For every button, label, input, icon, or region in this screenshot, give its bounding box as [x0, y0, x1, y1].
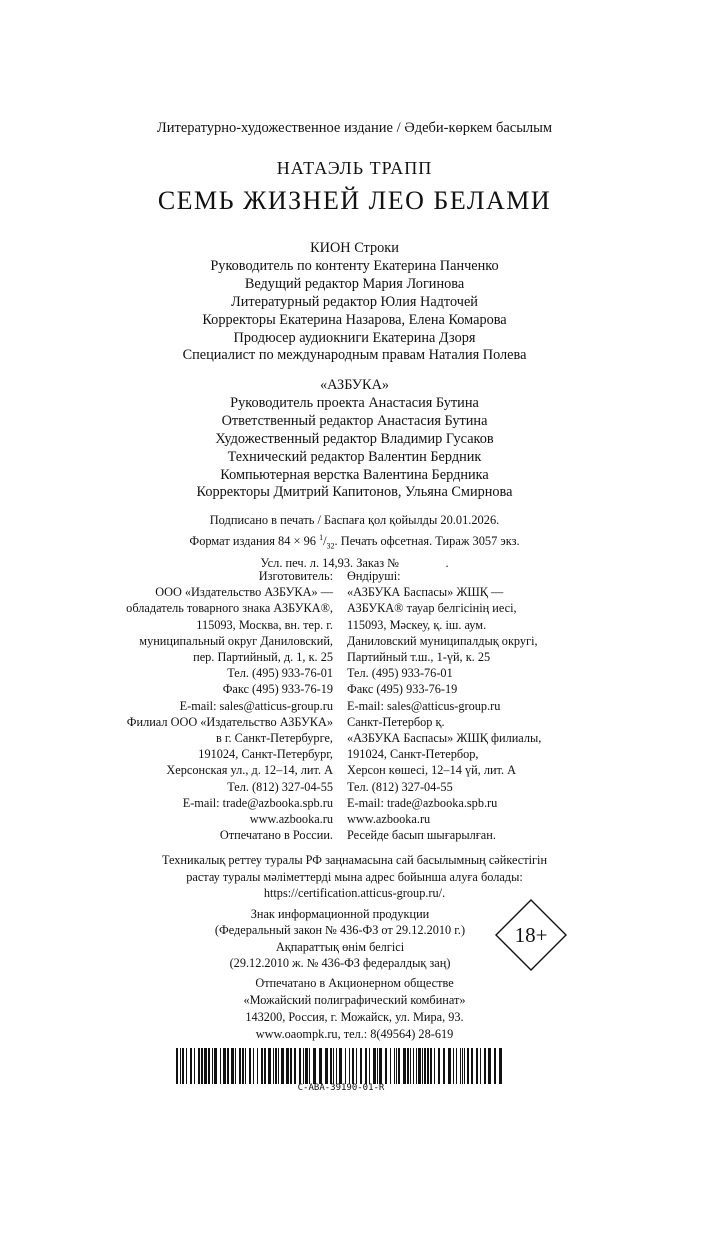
book-title: СЕМЬ ЖИЗНЕЙ ЛЕО БЕЛАМИ [157, 186, 552, 215]
format-suffix: . Печать офсетная. Тираж 3057 экз. [334, 534, 520, 549]
manufacturer-kz-line: Партийный т.ш., 1-үй, к. 25 [347, 650, 491, 665]
manufacturer-ru-line: Филиал ООО «Издательство АЗБУКА» [126, 714, 333, 729]
printing-house [0, 975, 709, 1043]
manufacturer-kz-label: Өндіруші: [347, 569, 401, 583]
manufacturer-ru-line: Отпечатано в России. [219, 828, 333, 843]
credit-line: Продюсер аудиокниги Екатерина Дзоря [233, 329, 476, 346]
credit-line: Литературный редактор Юлия Надточей [231, 293, 478, 310]
signed-to-print: Подписано в печать / Баспаға қол қойылды 20.01.2026. [209, 513, 500, 527]
signing-info [0, 512, 709, 572]
credit-line: Руководитель проекта Анастасия Бутина [230, 394, 479, 411]
manufacturer-ru-line: 115093, Москва, вн. тер. г. [196, 617, 333, 632]
manufacturer-kz [347, 568, 647, 843]
manufacturer-ru-website: www.azbooka.ru [249, 812, 333, 827]
manufacturer-kz-fax: Факс (495) 933-76-19 [347, 682, 458, 697]
credit-line: Корректоры Екатерина Назарова, Елена Комарова [202, 311, 507, 328]
manufacturer-kz-phone: Тел. (812) 327-04-55 [347, 779, 453, 794]
manufacturer-ru-line: в г. Санкт-Петербурге, [215, 731, 333, 746]
manufacturer-kz-line: Ресейде басып шығарылған. [347, 828, 496, 843]
manufacturer-ru-line: пер. Партийный, д. 1, к. 25 [193, 650, 333, 665]
author-name: НАТАЭЛЬ ТРАПП [276, 158, 433, 178]
printing-house-line: «Можайский полиграфический комбинат» [243, 993, 466, 1007]
manufacturer-kz-phone: Тел. (495) 933-76-01 [347, 666, 453, 681]
manufacturer-ru-line: 191024, Санкт-Петербург, [198, 747, 333, 762]
manufacturer-ru-phone: Тел. (812) 327-04-55 [227, 779, 333, 794]
info-sign-line: (Федеральный закон № 436-ФЗ от 29.12.2010 г.) [214, 923, 466, 938]
manufacturer-ru-email: E-mail: sales@atticus-group.ru [179, 698, 333, 713]
manufacturer-kz-email: E-mail: sales@atticus-group.ru [347, 698, 501, 713]
fraction-numerator: 1 [319, 533, 324, 543]
printing-house-line: www.oaompk.ru, тел.: 8(49564) 28-619 [255, 1027, 454, 1041]
manufacturer-kz-line: Даниловский муниципалдық округі, [347, 633, 538, 648]
manufacturer-kz-line: 191024, Санкт-Петербор, [347, 747, 479, 762]
manufacturer-kz-line: «АЗБУКА Баспасы» ЖШҚ — [347, 585, 504, 600]
certification-url: https://certification.atticus-group.ru/. [263, 886, 446, 900]
format-line: Формат издания 84 × 96 $^1/_{32}$. Печать офсетная. Тираж 3057 экз. [189, 533, 520, 551]
order-line: Усл. печ. л. 14,93. Заказ № . [260, 556, 449, 570]
age-rating-text: 18+ [514, 923, 548, 947]
credit-line: Специалист по международным правам Наталия Полева [182, 347, 527, 364]
manufacturer-kz-website: www.azbooka.ru [347, 812, 431, 827]
kion-heading: КИОН Строки [310, 240, 399, 256]
certification-note [0, 852, 709, 902]
fraction-denominator: 32 [326, 541, 335, 551]
age-rating-badge [494, 898, 568, 972]
manufacturer-ru-label: Изготовитель: [258, 569, 333, 583]
manufacturer-ru-email: E-mail: trade@azbooka.spb.ru [182, 795, 333, 810]
manufacturer-ru-line: ООО «Издательство АЗБУКА» — [155, 585, 333, 600]
certification-line: растау туралы мәліметтерді мына адрес бойынша алуға болады: [186, 869, 523, 884]
format-prefix: Формат издания 84 × 96 [189, 534, 320, 549]
manufacturer-ru-fax: Факс (495) 933-76-19 [222, 682, 333, 697]
manufacturer-ru-line: муниципальный округ Даниловский, [139, 633, 333, 648]
manufacturer-kz-email: E-mail: trade@azbooka.spb.ru [347, 795, 498, 810]
credit-line: Технический редактор Валентин Бердник [227, 448, 482, 465]
info-sign-line: (29.12.2010 ж. № 436-ФЗ федералдық заң) [229, 956, 451, 971]
info-sign-line: Знак информационной продукции [250, 907, 430, 921]
credit-line: Ответственный редактор Анастасия Бутина [221, 412, 488, 429]
manufacturer-kz-line: Херсон көшесі, 12–14 үй, лит. А [347, 763, 517, 778]
certification-line: Техникалық реттеу туралы РФ заңнамасына сай басылымның сәйкестігін [161, 853, 548, 867]
manufacturer-kz-line: АЗБУКА® тауар белгісінің иесі, [347, 601, 517, 616]
barcode-number: C-ABA-39190-01-R [297, 1083, 385, 1093]
manufacturer-kz-line: «АЗБУКА Баспасы» ЖШҚ филиалы, [347, 731, 542, 746]
credit-line: Руководитель по контенту Екатерина Панченко [210, 257, 499, 274]
manufacturer-ru [73, 568, 333, 843]
barcode-icon [176, 1048, 506, 1084]
info-product-sign [160, 906, 520, 972]
printing-house-line: 143200, Россия, г. Можайск, ул. Мира, 93. [245, 1010, 464, 1024]
info-sign-line: Ақпараттық өнім белгісі [275, 939, 405, 954]
printing-house-line: Отпечатано в Акционерном обществе [255, 976, 454, 990]
credit-line: Художественный редактор Владимир Гусаков [215, 430, 494, 447]
azbuka-credits [0, 377, 709, 502]
manufacturer-ru-line: Херсонская ул., д. 12–14, лит. А [166, 763, 333, 778]
manufacturer-kz-line: Санкт-Петербор қ. [347, 714, 445, 729]
azbuka-heading: «АЗБУКА» [319, 377, 390, 393]
manufacturer-kz-line: 115093, Мәскеу, қ. іш. аум. [347, 617, 487, 632]
genre-line: Литературно-художественное издание / Әдеби-көркем басылым [156, 120, 553, 136]
manufacturer-ru-line: обладатель товарного знака АЗБУКА®, [126, 601, 333, 616]
credit-line: Ведущий редактор Мария Логинова [244, 275, 465, 292]
manufacturer-ru-phone: Тел. (495) 933-76-01 [227, 666, 333, 681]
credit-line: Корректоры Дмитрий Капитонов, Ульяна Смирнова [196, 484, 513, 501]
credit-line: Компьютерная верстка Валентина Бердника [220, 466, 489, 483]
kion-credits [0, 240, 709, 365]
